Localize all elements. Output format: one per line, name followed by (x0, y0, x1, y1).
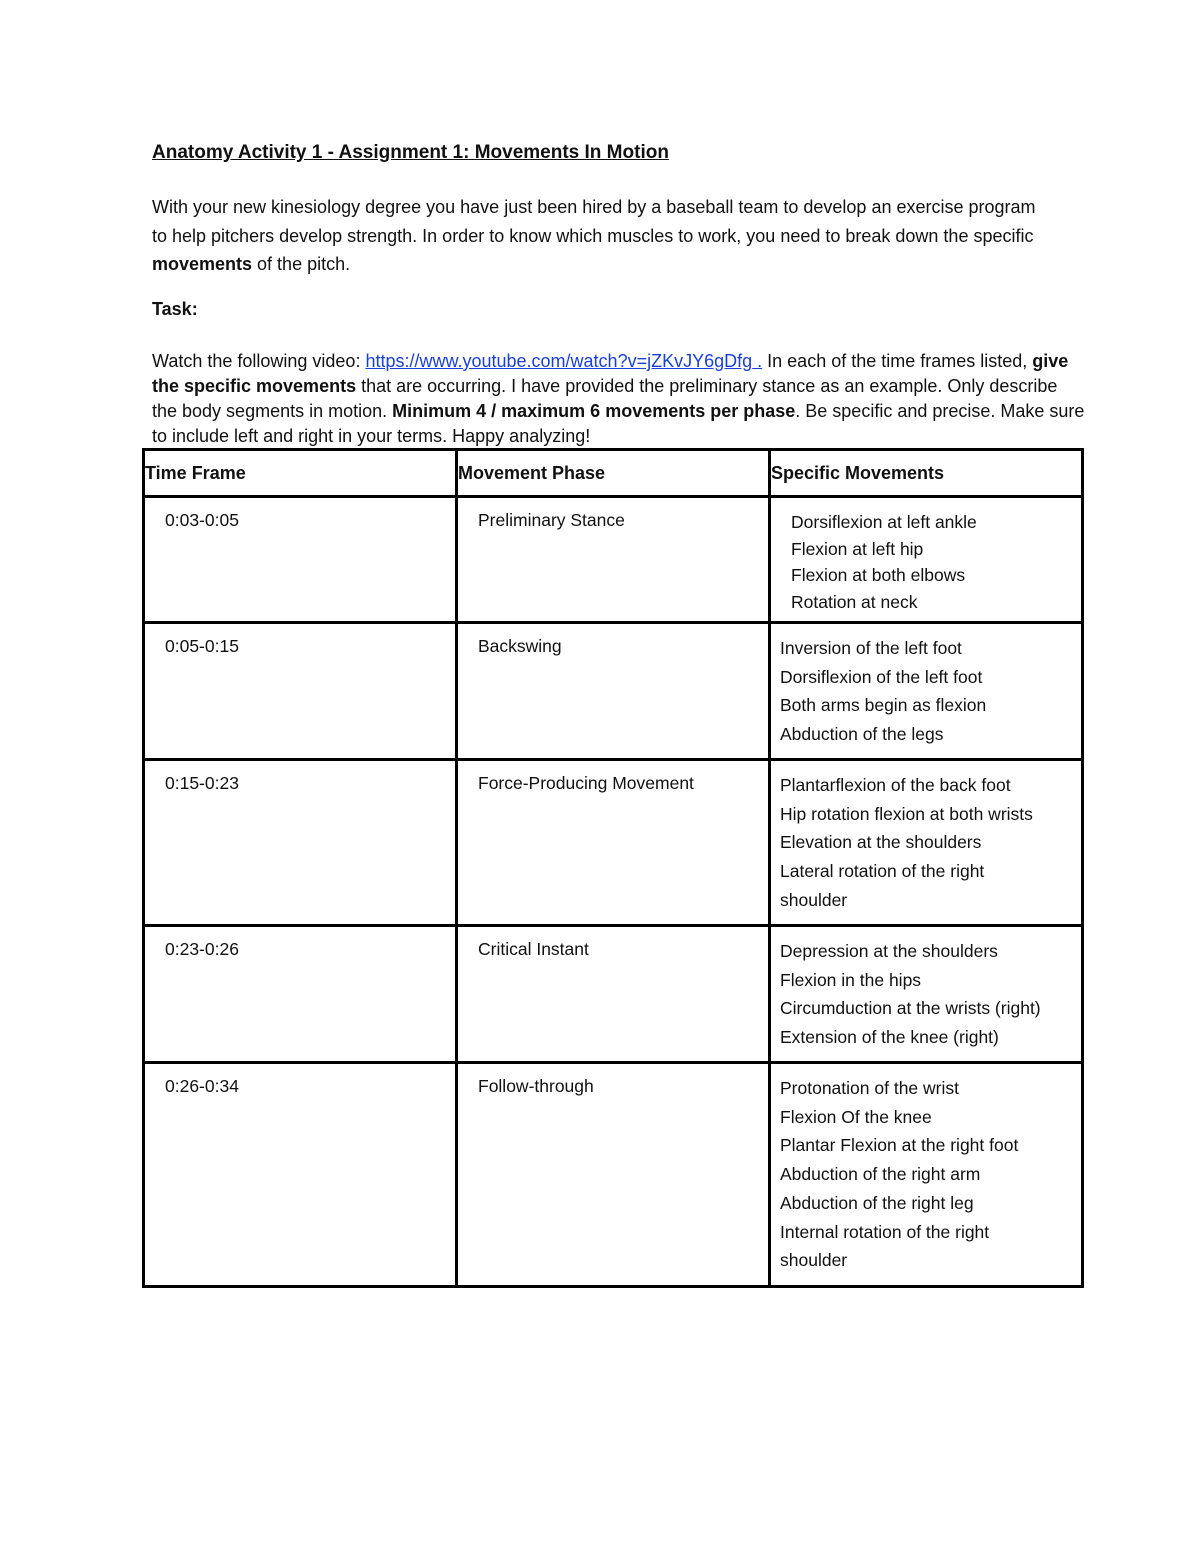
specific-movements-cell (770, 1063, 1083, 1287)
table-row (144, 760, 1083, 926)
movement-list (771, 927, 1081, 1052)
instructions-paragraph (152, 349, 1087, 449)
movement-item: Plantar Flexion at the right foot (780, 1135, 1019, 1156)
table-row (144, 1063, 1083, 1287)
time-frame-cell (144, 760, 457, 926)
movement-item: Inversion of the left foot (780, 638, 962, 658)
intro-text-end: of the pitch. (252, 254, 351, 274)
movement-item: Abduction of the right leg (780, 1192, 974, 1213)
specific-movements-cell (770, 926, 1083, 1063)
movement-item: Flexion at left hip (791, 538, 924, 559)
document-title: Anatomy Activity 1 - Assignment 1: Movements In Motion (152, 142, 669, 163)
movement-item: Plantarflexion of the back foot (780, 775, 1011, 795)
specific-movements-cell (770, 497, 1083, 623)
table-row (144, 623, 1083, 760)
intro-text: With your new kinesiology degree you have just been hired by a baseball team to develop an exercise program to help pitchers develop strength. In order to know which muscles to work, you need to break down the specific (152, 197, 1036, 246)
time-frame-cell (144, 623, 457, 760)
movement-item: Abduction of the legs (780, 724, 944, 745)
movement-phase-cell (457, 926, 770, 1063)
movements-table (142, 448, 1084, 1288)
movement-item: Flexion in the hips (780, 969, 922, 990)
task-heading: Task: (152, 299, 198, 319)
movement-phase-text: Preliminary Stance (478, 510, 625, 530)
movement-item: Internal rotation of the right (780, 1221, 990, 1242)
movement-phase-text: Backswing (478, 636, 562, 656)
movement-phase-text: Force-Producing Movement (478, 773, 694, 793)
time-frame-text: 0:23-0:26 (165, 939, 239, 959)
movement-item: shoulder (780, 1250, 848, 1271)
movement-item: Depression at the shoulders (780, 941, 998, 961)
movement-item: Elevation at the shoulders (780, 832, 982, 853)
table-header-row (144, 450, 1083, 497)
instructions-bold-2: Minimum 4 / maximum 6 movements per phase (392, 401, 796, 421)
movement-item: shoulder (780, 889, 848, 910)
header-movement-phase: Movement Phase (457, 450, 770, 497)
time-frame-text: 0:15-0:23 (165, 773, 239, 793)
movement-list (771, 761, 1081, 915)
movement-item: Protonation of the wrist (780, 1078, 959, 1098)
table-row (144, 926, 1083, 1063)
time-frame-text: 0:05-0:15 (165, 636, 239, 656)
movement-phase-cell (457, 623, 770, 760)
movement-item: Abduction of the right arm (780, 1164, 981, 1185)
time-frame-cell (144, 926, 457, 1063)
movement-item: Lateral rotation of the right (780, 861, 985, 882)
header-time-frame: Time Frame (144, 450, 457, 497)
instructions-text-2: that are occurring. I have provided the preliminary stance as an example. Only describe the body segments in motion. (152, 376, 1058, 421)
intro-paragraph (152, 193, 1052, 279)
video-link[interactable]: https://www.youtube.com/watch?v=jZKvJY6gDfg (365, 351, 753, 371)
instructions-text-1: In each of the time frames listed, (762, 351, 1033, 371)
time-frame-text: 0:03-0:05 (165, 510, 239, 530)
movement-item: Both arms begin as flexion (780, 695, 987, 716)
instructions-lead: Watch the following video: (152, 351, 366, 371)
movement-item: Flexion at both elbows (791, 565, 966, 585)
time-frame-cell (144, 497, 457, 623)
movement-item: Hip rotation flexion at both wrists (780, 803, 1033, 824)
movement-item: Circumduction at the wrists (right) (780, 998, 1041, 1019)
instructions-bold-1: give the specific movements (152, 351, 1069, 396)
movement-list (771, 498, 1081, 615)
movement-phase-cell (457, 497, 770, 623)
movement-list (771, 1064, 1081, 1275)
movement-item: Extension of the knee (right) (780, 1027, 999, 1048)
movement-list (771, 624, 1081, 749)
movement-phase-text: Follow-through (478, 1076, 594, 1096)
table-row (144, 497, 1083, 623)
movement-item: Flexion Of the knee (780, 1106, 932, 1127)
video-link-tail[interactable]: . (752, 351, 763, 371)
movement-item: Dorsiflexion of the left foot (780, 666, 983, 687)
header-specific-movements: Specific Movements (770, 450, 1083, 497)
movement-phase-text: Critical Instant (478, 939, 589, 959)
specific-movements-cell (770, 760, 1083, 926)
intro-bold-term: movements (152, 254, 253, 274)
time-frame-cell (144, 1063, 457, 1287)
movement-item: Dorsiflexion at left ankle (791, 512, 977, 532)
time-frame-text: 0:26-0:34 (165, 1076, 239, 1096)
instructions-text-3: . Be specific and precise. Make sure to include left and right in your terms. Happy analyzing! (152, 401, 1085, 446)
specific-movements-cell (770, 623, 1083, 760)
movement-phase-cell (457, 1063, 770, 1287)
movement-phase-cell (457, 760, 770, 926)
movement-item: Rotation at neck (791, 591, 918, 612)
